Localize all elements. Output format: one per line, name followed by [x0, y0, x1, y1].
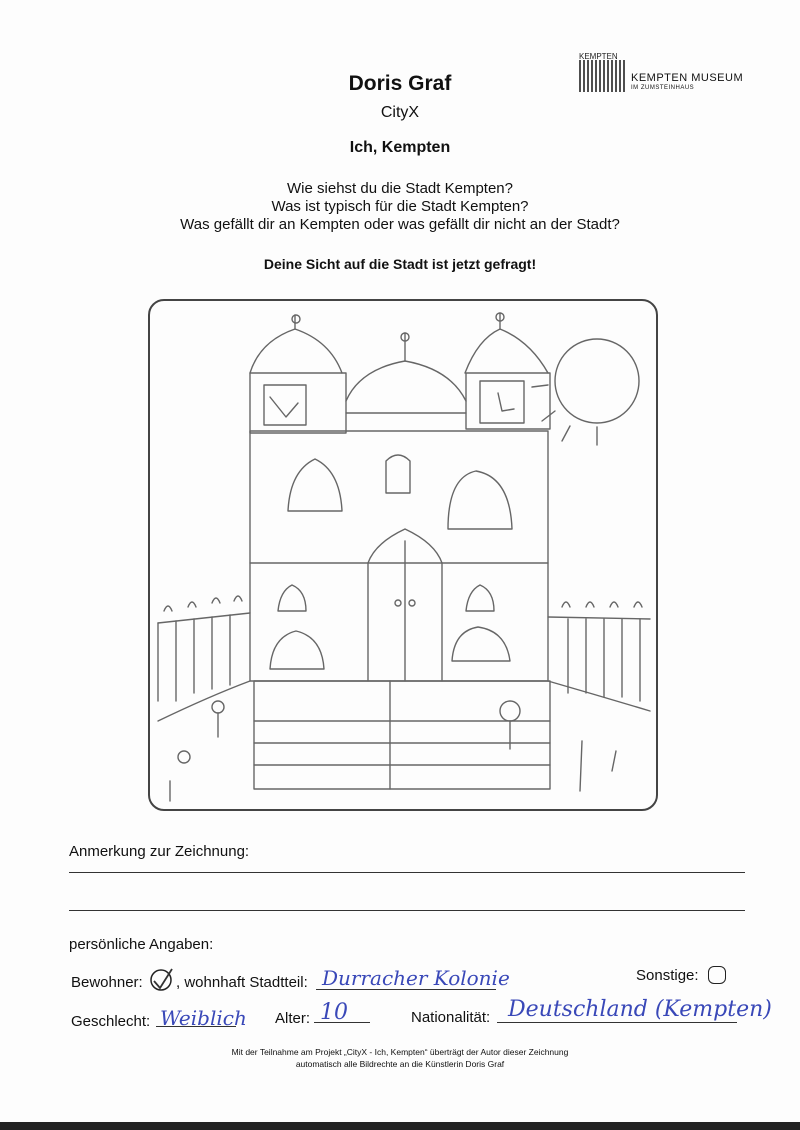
age-value[interactable]: 10 — [320, 1000, 348, 1025]
question-1: Wie siehst du die Stadt Kempten? — [287, 180, 513, 197]
logo-wordmark: KEMPTEN — [579, 52, 618, 61]
remark-line-1 — [69, 872, 745, 873]
gender-value[interactable]: Weiblich — [160, 1006, 247, 1030]
rights-notice-line-2: automatisch alle Bildrechte an die Künstlerin Doris Graf — [295, 1059, 505, 1069]
nationality-line — [497, 1022, 737, 1023]
project-subtitle: Ich, Kempten — [349, 139, 451, 156]
question-2: Was ist typisch für die Stadt Kempten? — [271, 198, 529, 215]
other-checkbox[interactable] — [708, 966, 726, 984]
age-line — [314, 1022, 370, 1023]
question-3: Was gefällt dir an Kempten oder was gefällt dir nicht an der Stadt? — [180, 216, 620, 233]
call-to-action: Deine Sicht auf die Stadt ist jetzt gefragt! — [263, 256, 537, 272]
resident-checkbox[interactable] — [148, 967, 174, 993]
other-label: Sonstige: — [636, 967, 699, 984]
child-drawing-castle — [150, 301, 656, 809]
logo-title: KEMPTEN MUSEUM — [631, 72, 744, 84]
nationality-value[interactable]: Deutschland (Kempten) — [508, 997, 772, 1022]
resident-label: Bewohner: — [71, 974, 143, 991]
scan-edge — [0, 1122, 800, 1130]
rights-notice-line-1: Mit der Teilnahme am Projekt „CityX - Ich, Kempten“ überträgt der Autor dieser Zeichnung — [231, 1047, 569, 1057]
personal-info-label: persönliche Angaben: — [69, 936, 214, 953]
logo-subtitle: IM ZUMSTEINHAUS — [631, 85, 695, 91]
age-label: Alter: — [275, 1010, 311, 1027]
district-line — [316, 989, 496, 990]
remark-label: Anmerkung zur Zeichnung: — [69, 843, 250, 860]
district-value[interactable]: Durracher Kolonie — [322, 966, 510, 990]
gender-line — [156, 1026, 236, 1027]
rights-notice — [0, 1046, 800, 1070]
district-label: , wohnhaft Stadtteil: — [176, 974, 308, 991]
nationality-label: Nationalität: — [411, 1009, 491, 1026]
gender-label: Geschlecht: — [71, 1013, 151, 1030]
remark-line-2 — [69, 910, 745, 911]
project-name: CityX — [380, 104, 420, 121]
artist-name: Doris Graf — [348, 72, 452, 95]
